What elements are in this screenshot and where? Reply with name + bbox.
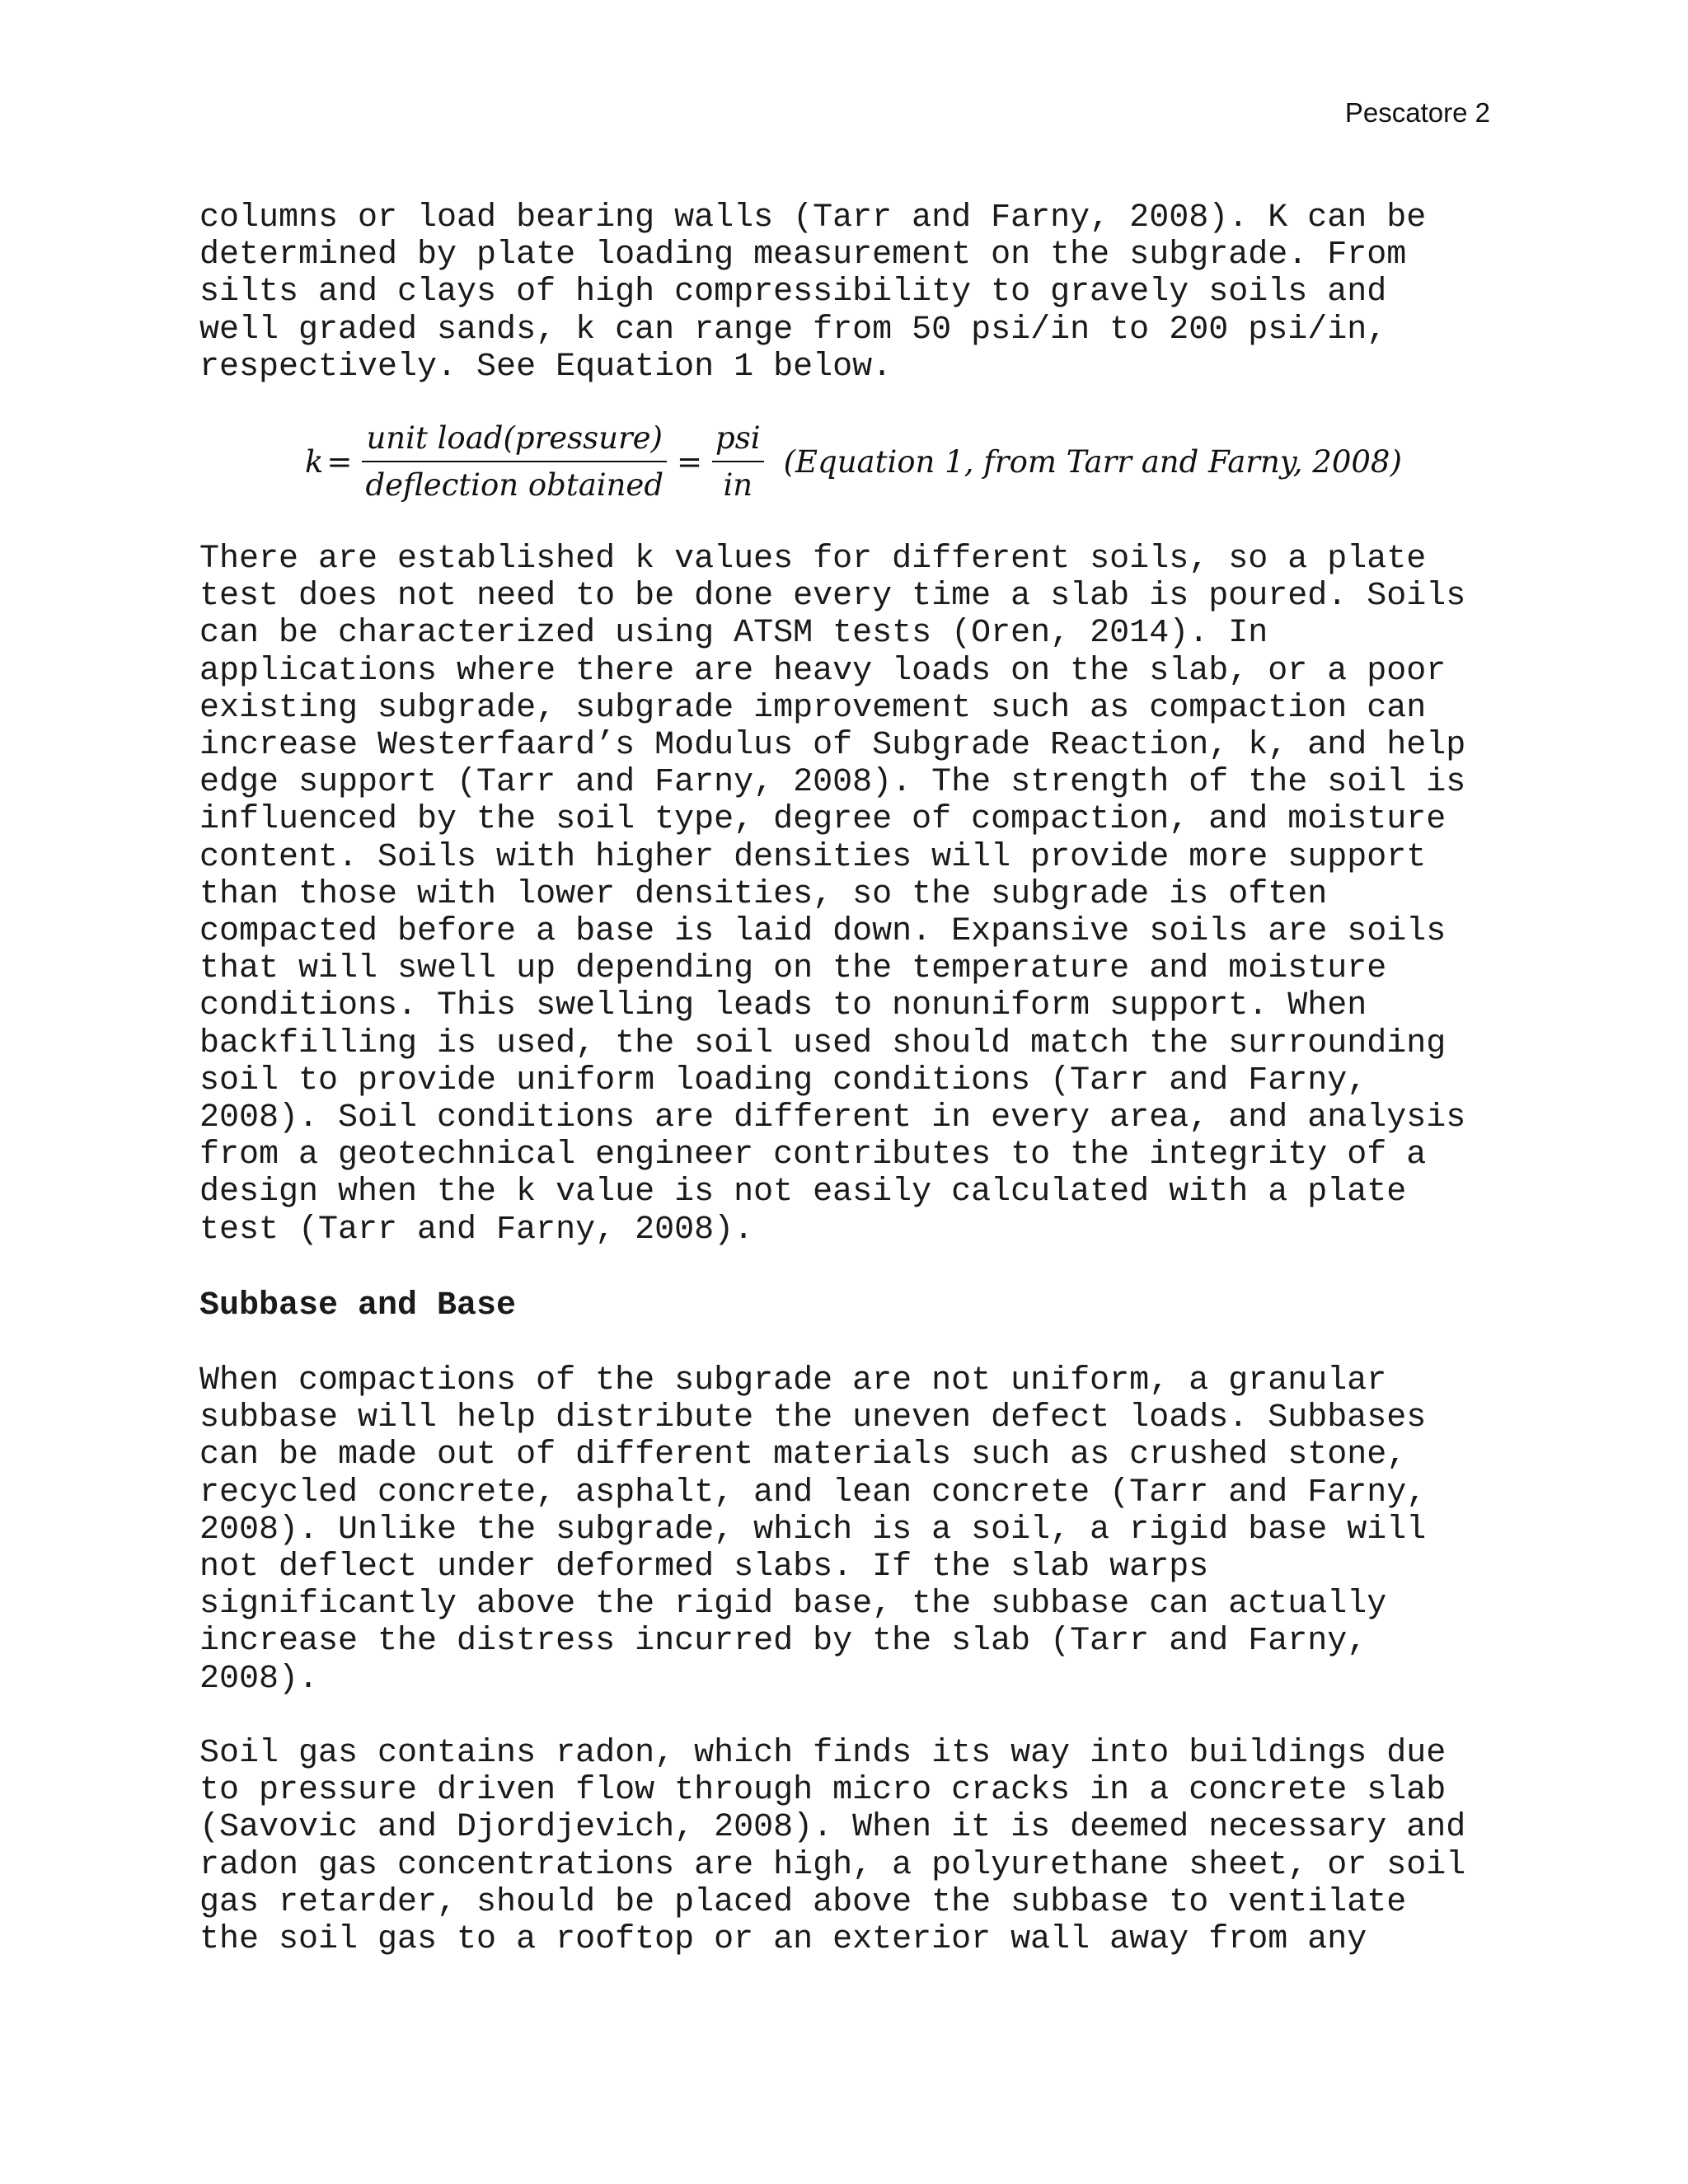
fraction-numerator: unit load(pressure) bbox=[366, 420, 663, 456]
fraction-denominator: in bbox=[723, 467, 753, 503]
paragraph-3: When compactions of the subgrade are not uniform, a granular subbase will help distribute the uneven defect loads. Subbases can be made out of different materials such as crushed stone, recycled concrete, asphalt, and lean concrete (Tarr and Farny, 2008). Unlike the subgrade, which is a soil, a rigid base will not deflect under deformed slabs. If the slab warps significantly above the rigid base, the subbase can actually increase the distress incurred by the slab (Tarr and Farny, 2008). bbox=[199, 1362, 1427, 1698]
paragraph-1: columns or load bearing walls (Tarr and Farny, 2008). K can be determined by plate loading measurement on the subgrade. From silts and clays of high compressibility to gravely soils and well graded sands, k can range from 50 psi/in to 200 psi/in, respectively. See Equation 1 below. bbox=[199, 199, 1427, 386]
equation-1 bbox=[305, 416, 1402, 507]
page-header: Pescatore 2 bbox=[1344, 97, 1490, 128]
equation-equals-1: = bbox=[326, 443, 353, 480]
paragraph-2: There are established k values for different soils, so a plate test does not need to be done every time a slab is poured. Soils can be characterized using ATSM tests (Oren, 2014). In applications where there are heavy loads on the slab, or a poor existing subgrade, subgrade improvement such as compaction can increase Westerfaard’s Modulus of Subgrade Reaction, k, and help edge support (Tarr and Farny, 2008). The strength of the soil is influenced by the soil type, degree of compaction, and moisture content. Soils with higher densities will provide more support than those with lower densities, so the subgrade is often compacted before a base is laid down. Expansive soils are soils that will swell up depending on the temperature and moisture conditions. This swelling leads to nonuniform support. When backfilling is used, the soil used should match the surrounding soil to provide uniform loading conditions (Tarr and Farny, 2008). Soil conditions are different in every area, and analysis from a geotechnical engineer contributes to the integrity of a design when the k value is not easily calculated with a plate test (Tarr and Farny, 2008). bbox=[199, 541, 1466, 1249]
fraction-denominator: deflection obtained bbox=[365, 467, 664, 503]
equation-lhs: k bbox=[305, 443, 324, 480]
fraction-numerator: psi bbox=[715, 420, 761, 456]
fraction-psi-per-in bbox=[712, 420, 764, 503]
section-heading: Subbase and Base bbox=[199, 1287, 517, 1324]
fraction-unit-load bbox=[362, 420, 667, 503]
paragraph-4: Soil gas contains radon, which finds its way into buildings due to pressure driven flow through micro cracks in a concrete slab (Savovic and Djordjevich, 2008). When it is deemed necessary and radon gas concentrations are high, a polyurethane sheet, or soil gas retarder, should be placed above the subbase to ventilate the soil gas to a rooftop or an exterior wall away from any bbox=[199, 1735, 1466, 1959]
equation-equals-2: = bbox=[677, 443, 703, 480]
equation-citation: (Equation 1, from Tarr and Farny, 2008) bbox=[783, 443, 1402, 480]
